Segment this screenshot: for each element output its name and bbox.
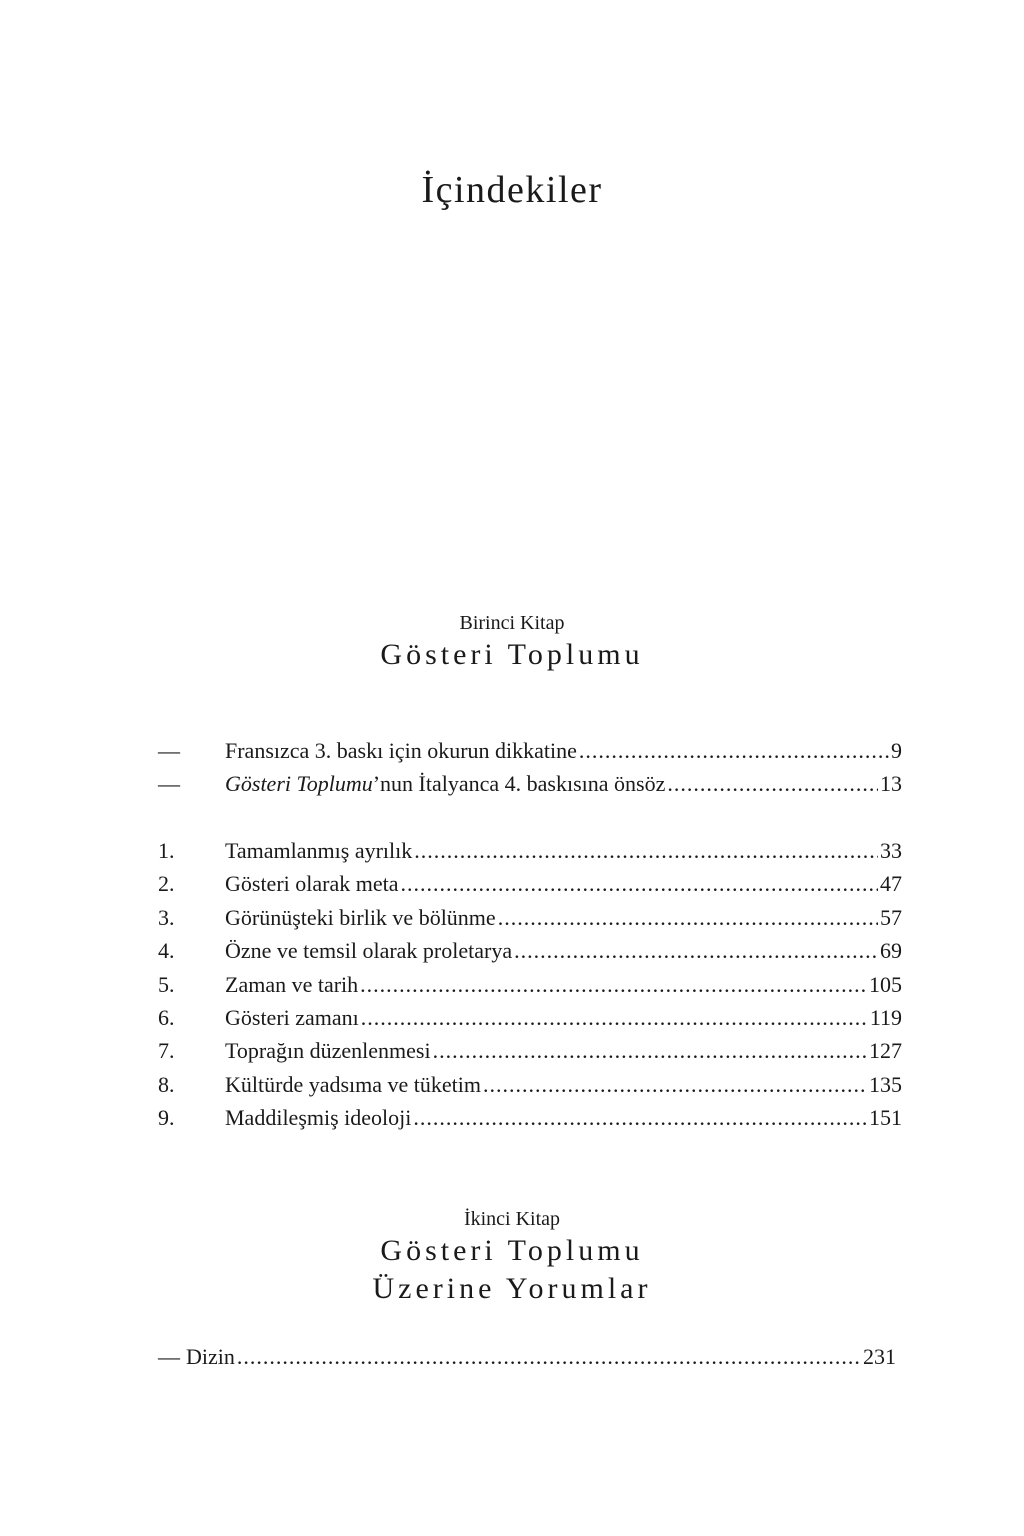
dot-leader (361, 1001, 868, 1034)
toc-entry-number: 3. (158, 904, 175, 930)
dot-leader (414, 834, 878, 867)
dot-leader (413, 1101, 867, 1134)
toc-entry-number: 2. (158, 871, 175, 897)
dot-leader (401, 867, 879, 900)
toc-entry-title-italic: Gösteri Toplumu (225, 771, 373, 797)
toc-entry-number: 4. (158, 938, 175, 964)
toc-entry-title: Toprağın düzenlenmesi (225, 1038, 431, 1064)
toc-entry-number: 9. (158, 1105, 175, 1131)
toc-entry-preface-italian[interactable] (158, 767, 902, 800)
dot-leader (498, 901, 878, 934)
book2-title-line2: Üzerine Yorumlar (372, 1272, 652, 1305)
toc-entry-title-rest: ’nun İtalyanca 4. baskısına önsöz (372, 771, 666, 797)
toc-entry-title (225, 767, 665, 800)
book1-title: Gösteri Toplumu (380, 638, 644, 671)
dot-leader (483, 1068, 867, 1101)
toc-entry-chapter-5[interactable] (158, 968, 902, 1001)
dot-leader (579, 734, 889, 767)
toc-entry-chapter-4[interactable] (158, 934, 902, 967)
book1-chapters (158, 834, 902, 1135)
toc-entry-number: 7. (158, 1038, 175, 1064)
toc-entry-page: 57 (880, 904, 902, 930)
toc-entry-title: Dizin (186, 1344, 235, 1369)
toc-entry-chapter-3[interactable] (158, 901, 902, 934)
dot-leader (433, 1034, 867, 1067)
dot-leader (667, 767, 878, 800)
toc-entry-page: 47 (880, 871, 902, 897)
dot-leader (237, 1340, 861, 1373)
toc-entry-page: 9 (891, 738, 902, 763)
toc-entry-title: Maddileşmiş ideoloji (225, 1105, 412, 1131)
book1-label: Birinci Kitap (459, 612, 565, 634)
toc-entry-page: 135 (869, 1071, 902, 1097)
toc-entry-page: 127 (869, 1038, 902, 1064)
book2-label: İkinci Kitap (463, 1208, 561, 1230)
book1-prefaces (158, 734, 902, 801)
toc-entry-chapter-8[interactable] (158, 1068, 902, 1101)
toc-entry-title: Tamamlanmış ayrılık (225, 838, 413, 863)
toc-entry-title: Gösteri olarak meta (225, 871, 399, 897)
toc-entry-page: 69 (880, 938, 902, 964)
toc-entry-number: 5. (158, 971, 175, 997)
toc-entry-page: 231 (863, 1344, 896, 1369)
toc-entry-chapter-2[interactable] (158, 867, 902, 900)
toc-entry-number: 1. (158, 838, 175, 863)
toc-entry-chapter-1[interactable] (158, 834, 902, 867)
book1-header (0, 610, 1024, 674)
toc-entry-page: 33 (880, 838, 902, 863)
book2-entries (158, 1340, 896, 1373)
toc-entry-page: 105 (869, 971, 902, 997)
toc-entry-preface-french[interactable] (158, 734, 902, 767)
toc-entry-number: — (158, 771, 180, 797)
dot-leader (360, 968, 867, 1001)
book2-header (0, 1206, 1024, 1308)
toc-entry-page: 119 (869, 1004, 902, 1030)
toc-entry-title: Görünüşteki birlik ve bölünme (225, 904, 496, 930)
toc-entry-chapter-6[interactable] (158, 1001, 902, 1034)
toc-entry-page: 151 (869, 1105, 902, 1131)
toc-entry-chapter-9[interactable] (158, 1101, 902, 1134)
toc-entry-title: Kültürde yadsıma ve tüketim (225, 1071, 481, 1097)
toc-entry-number: 8. (158, 1071, 175, 1097)
toc-entry-number: 6. (158, 1004, 175, 1030)
toc-entry-title: Zaman ve tarih (225, 971, 359, 997)
toc-entry-chapter-7[interactable] (158, 1034, 902, 1067)
page-title: İçindekiler (421, 169, 603, 211)
toc-entry-title: Özne ve temsil olarak proletarya (225, 938, 513, 964)
toc-entry-index[interactable] (158, 1340, 896, 1373)
toc-entry-number: — (158, 1344, 180, 1369)
book2-title-line1: Gösteri Toplumu (380, 1234, 644, 1267)
toc-entry-number: — (158, 738, 180, 763)
toc-entry-page: 13 (880, 771, 902, 797)
dot-leader (514, 934, 878, 967)
toc-entry-title: Gösteri zamanı (225, 1004, 359, 1030)
toc-entry-title: Fransızca 3. baskı için okurun dikkatine (225, 738, 577, 763)
